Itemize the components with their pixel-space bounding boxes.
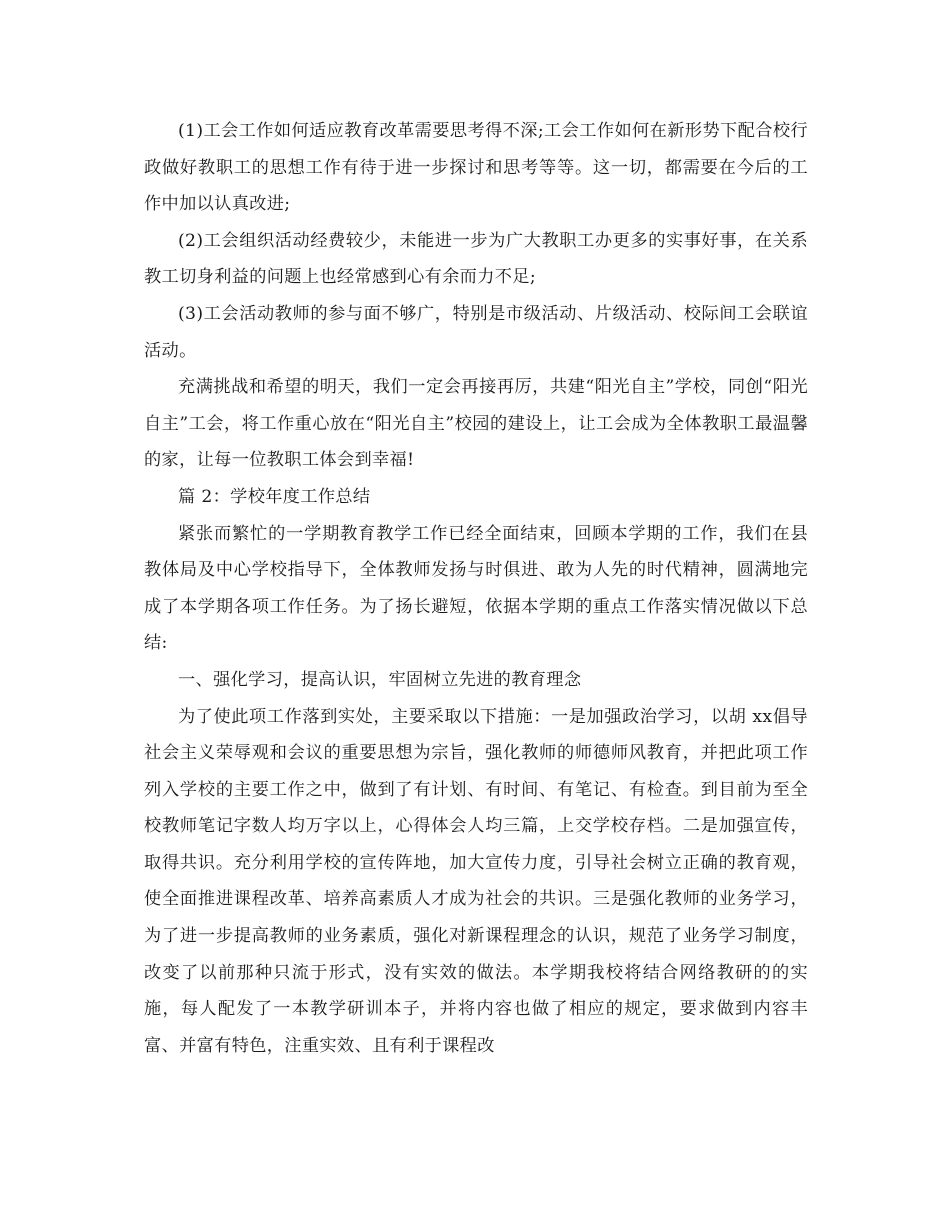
paragraph-closing: 充满挑战和希望的明天，我们一定会再接再厉，共建“阳光自主”学校，同创“阳光自主”工会，将工作重心放在“阳光自主”校园的建设上，让工会成为全体教职工最温馨的家，让每一位教职工体会到幸福! [144,377,808,471]
paragraph-intro: 紧张而繁忙的一学期教育教学工作已经全面结束，回顾本学期的工作，我们在县教体局及中心学校指导下，全体教师发扬与时俱进、敢为人先的时代精神，圆满地完成了本学期各项工作任务。为了扬长避短，依据本学期的重点工作落实情况做以下总结: [144,523,808,654]
document-page [144,113,808,1064]
paragraph-issue-1: (1)工会工作如何适应教育改革需要思考得不深;工会工作如何在新形势下配合校行政做好教职工的思想工作有待于进一步探讨和思考等等。这一切，都需要在今后的工作中加以认真改进; [144,121,808,215]
paragraph-measures: 为了使此项工作落到实处，主要采取以下措施：一是加强政治学习，以胡 xx倡导社会主义荣辱观和会议的重要思想为宗旨，强化教师的师德师风教育，并把此项工作列入学校的主要工作之中，做到了有计划、有时间、有笔记、有检查。到目前为至全校教师笔记字数人均万字以上，心得体会人均三篇，上交学校存档。二是加强宣传，取得共识。充分利用学校的宣传阵地，加大宣传力度，引导社会树立正确的教育观，使全面推进课程改革、培养高素质人才成为社会的共识。三是强化教师的业务学习，为了进一步提高教师的业务素质，强化对新课程理念的认识，规范了业务学习制度，改变了以前那种只流于形式，没有实效的做法。本学期我校将结合网络教研的的实施，每人配发了一本教学研训本子，并将内容也做了相应的规定，要求做到内容丰富、并富有特色，注重实效、且有利于课程改 [144,706,808,1056]
section-heading-1: 一、强化学习，提高认识，牢固树立先进的教育理念 [178,669,582,690]
paragraph-issue-2: (2)工会组织活动经费较少，未能进一步为广大教职工办更多的实事好事，在关系教工切身利益的问题上也经常感到心有余而力不足; [144,230,808,288]
paragraph-issue-3: (3)工会活动教师的参与面不够广，特别是市级活动、片级活动、校际间工会联谊活动。 [144,303,808,361]
section-title: 篇 2：学校年度工作总结 [178,486,371,507]
